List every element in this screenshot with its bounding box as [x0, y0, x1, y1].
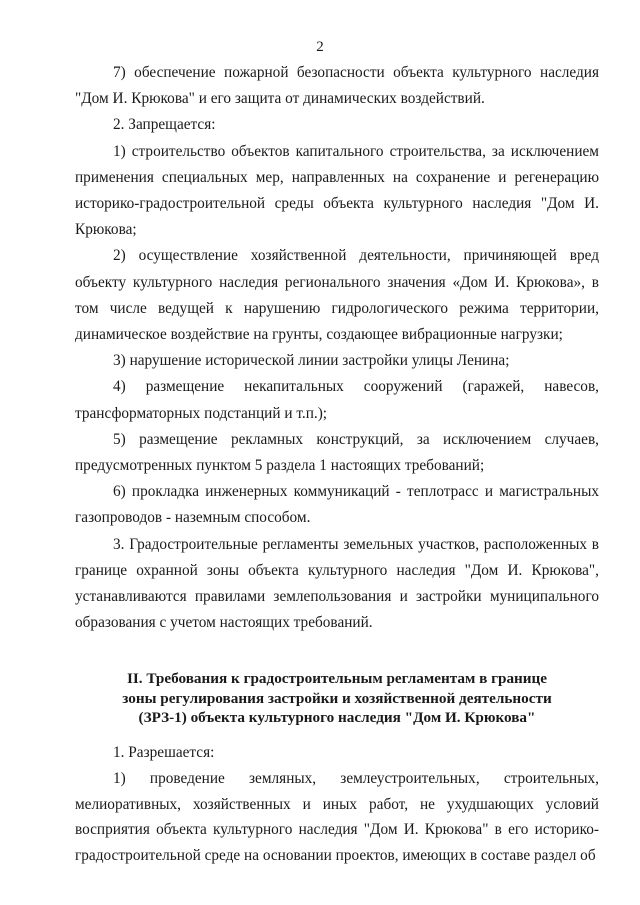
- section-heading: [75, 669, 599, 728]
- heading-line: (ЗРЗ-1) объекта культурного наследия "Дом И. Крюкова": [138, 709, 536, 727]
- paragraph-regulations: 3. Градостроительные регламенты земельных участков, расположенных в границе охранной зоны объекта культурного наследия "Дом И. Крюкова", устанавливаются правилами землепользования и застройки муниципального образования с учетом настоящих требований.: [75, 535, 599, 632]
- page-number: 2: [316, 39, 324, 55]
- paragraph-fire-safety: 7) обеспечение пожарной безопасности объекта культурного наследия "Дом И. Крюкова" и его защита от динамических воздействий.: [75, 64, 599, 108]
- heading-line: II. Требования к градостроительным регламентам в границе: [126, 670, 548, 688]
- paragraph-prohibited-5: 5) размещение рекламных конструкций, за исключением случаев, предусмотренных пунктом 5 раздела 1 настоящих требований;: [75, 430, 599, 475]
- paragraph-prohibited-6: 6) прокладка инженерных коммуникаций - теплотрасс и магистральных газопроводов - наземным способом.: [75, 483, 599, 527]
- heading-line: зоны регулирования застройки и хозяйственной деятельности: [122, 689, 552, 707]
- paragraph-prohibited-3: 3) нарушение исторической линии застройки улицы Ленина;: [113, 352, 510, 370]
- paragraph-allowed-1: 1) проведение земляных, землеустроительных, строительных, мелиоративных, хозяйственных и иных работ, не ухудшающих условий восприятия объекта культурного наследия "Дом И. Крюкова" в его историко-градостроительной среде на основании проектов, имеющих в составе раздел об: [75, 770, 599, 864]
- paragraph-allowed-title: 1. Разрешается:: [113, 743, 215, 761]
- paragraph-prohibited-title: 2. Запрещается:: [113, 116, 216, 134]
- paragraph-prohibited-4: 4) размещение некапитальных сооружений (гаражей, навесов, трансформаторных подстанций и т.п.);: [75, 378, 599, 422]
- document-body: [75, 60, 599, 869]
- paragraph-prohibited-2: 2) осуществление хозяйственной деятельности, причиняющей вред объекту культурного наследия регионального значения «Дом И. Крюкова», в том числе ведущей к нарушению гидрологического режима территории, динамическое воздействие на грунты, создающее вибрационные нагрузки;: [75, 247, 599, 344]
- paragraph-prohibited-1: 1) строительство объектов капитального строительства, за исключением применения специальных мер, направленных на сохранение и регенерацию историко-градостроительной среды объекта культурного наследия "Дом И. Крюкова;: [75, 142, 599, 239]
